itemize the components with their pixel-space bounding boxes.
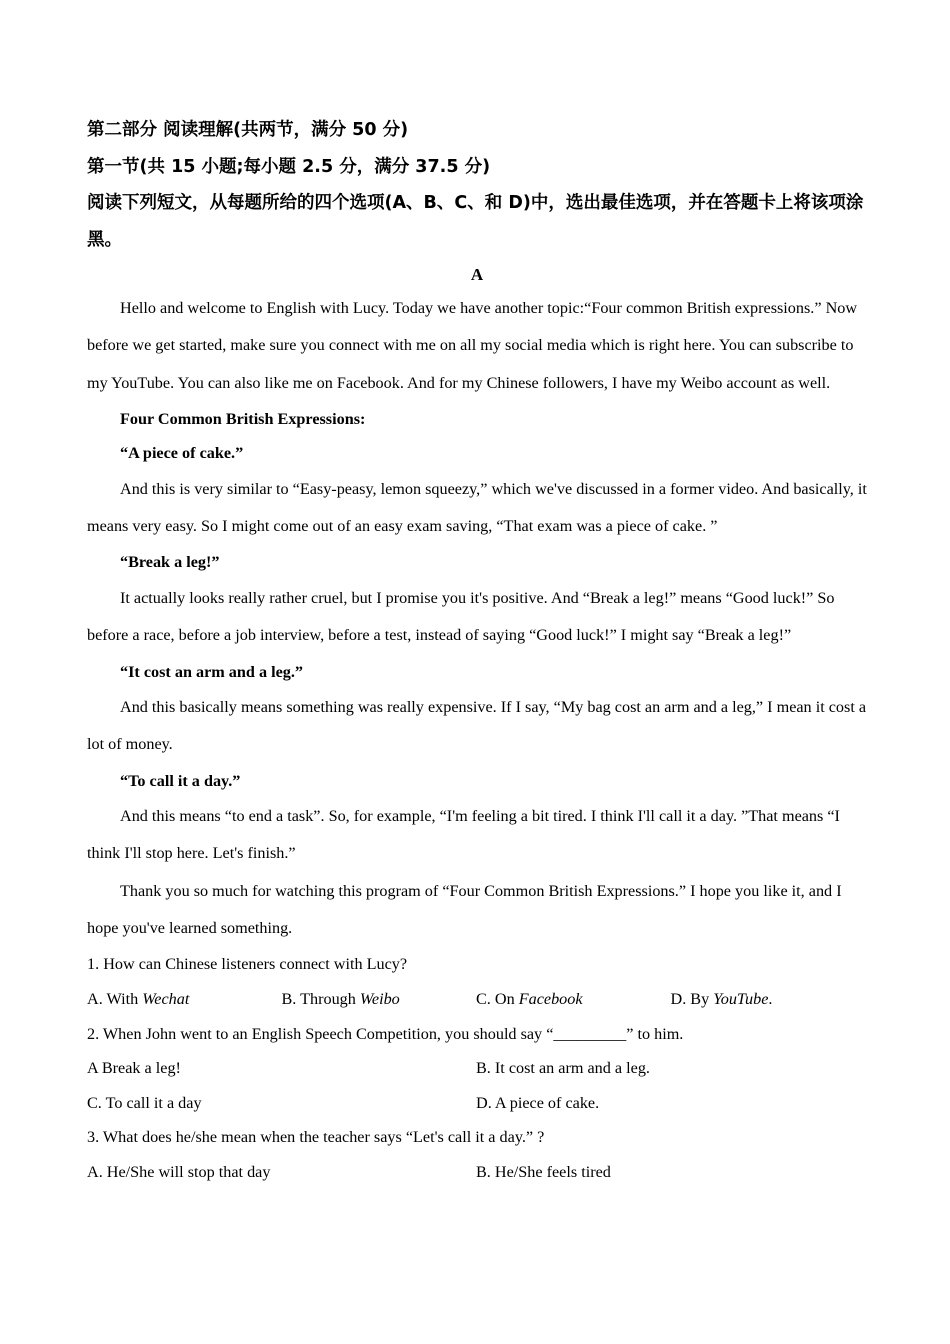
question-2-stem: 2. When John went to an English Speech Competition, you should say “_________” to him.	[87, 1024, 684, 1043]
passage-intro: Hello and welcome to English with Lucy. Today we have another topic:“Four common British expressions.” Now before we get started, make sure you connect with me on all my social media which is right here. You can subscribe to my YouTube. You can also like me on Facebook. And for my Chinese followers, I have my Weibo account as well.	[87, 299, 858, 392]
expression-1-text: And this is very similar to “Easy-peasy, lemon squeezy,” which we've discussed in a former video. And basically, it means very easy. So I might come out of an easy exam saving, “That exam was a piece of cake. ”	[87, 479, 867, 536]
question-1-option-a: A. With Wechat	[87, 989, 190, 1008]
question-2-options-row-1	[87, 1051, 867, 1086]
passage-closing: Thank you so much for watching this program of “Four Common British Expressions.” I hope you like it, and I hope you've learned something.	[87, 881, 842, 938]
question-2-option-b: B. It cost an arm and a leg.	[476, 1059, 650, 1078]
expression-4-title: “To call it a day.”	[120, 771, 241, 790]
expressions-list-title: Four Common British Expressions:	[120, 409, 366, 428]
question-2-options-row-2	[87, 1086, 867, 1121]
question-1-options	[87, 982, 867, 1017]
question-2-option-d: D. A piece of cake.	[476, 1093, 600, 1112]
expression-3-title: “It cost an arm and a leg.”	[120, 662, 304, 681]
question-1-option-c: C. On Facebook	[476, 989, 583, 1008]
instruction-text: 阅读下列短文，从每题所给的四个选项(A、B、C、和 D)中，选出最佳选项，并在答题卡上将该项涂黑。	[87, 193, 864, 250]
passage-letter: A	[470, 265, 484, 284]
expression-1-title: “A piece of cake.”	[120, 444, 244, 463]
question-3-stem: 3. What does he/she mean when the teacher says “Let's call it a day.” ?	[87, 1128, 545, 1147]
question-1-stem: 1. How can Chinese listeners connect with Lucy?	[87, 955, 408, 974]
question-1-option-d: D. By YouTube.	[670, 989, 773, 1008]
section-heading: 第一节(共 15 小题;每小题 2.5 分，满分 37.5 分)	[87, 156, 491, 177]
question-3-options-row-1	[87, 1155, 867, 1190]
exam-page	[87, 112, 867, 1190]
expression-2-text: It actually looks really rather cruel, but I promise you it's positive. And “Break a leg!” means “Good luck!” So before a race, before a job interview, before a test, instead of saying “Good luck!” I might say “Break a leg!”	[87, 588, 835, 645]
part-heading: 第二部分 阅读理解(共两节，满分 50 分)	[87, 120, 409, 140]
question-3-option-a: A. He/She will stop that day	[87, 1162, 271, 1181]
expression-2-title: “Break a leg!”	[120, 553, 220, 572]
question-1-option-b: B. Through Weibo	[281, 989, 400, 1008]
question-3-option-b: B. He/She feels tired	[476, 1162, 611, 1181]
question-2-option-a: A Break a leg!	[87, 1059, 181, 1078]
expression-3-text: And this basically means something was really expensive. If I say, “My bag cost an arm and a leg,” I mean it cost a lot of money.	[87, 698, 867, 754]
expression-4-text: And this means “to end a task”. So, for example, “I'm feeling a bit tired. I think I'll call it a day. ”That means “I think I'll stop here. Let's finish.”	[87, 807, 840, 863]
question-2-option-c: C. To call it a day	[87, 1093, 202, 1112]
